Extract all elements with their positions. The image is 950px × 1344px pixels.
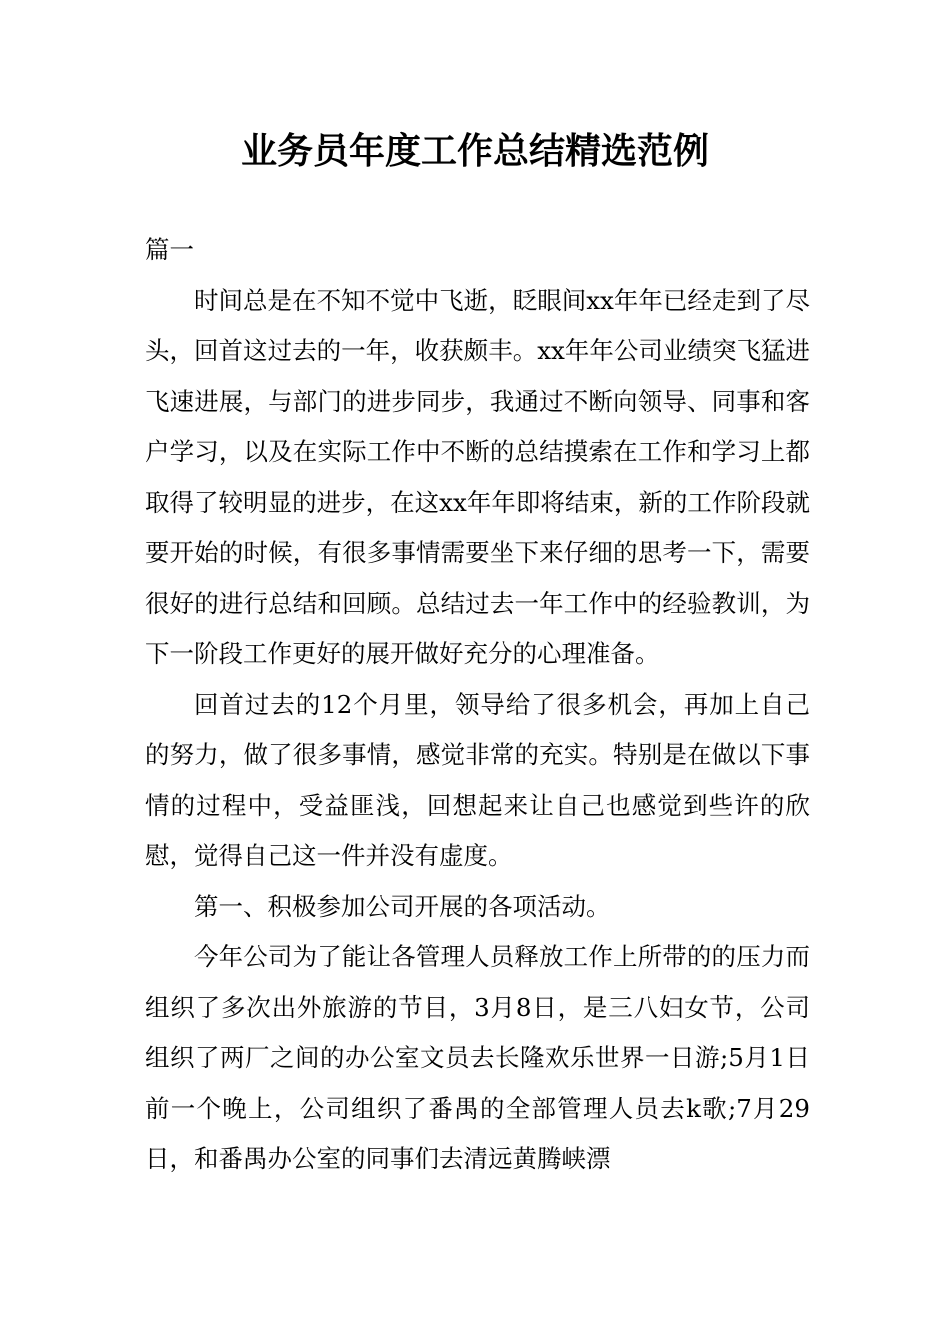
- document-body: [145, 225, 810, 1185]
- paragraph: 回首过去的12个月里，领导给了很多机会，再加上自己的努力，做了很多事情，感觉非常的充实。特别是在做以下事情的过程中，受益匪浅，回想起来让自己也感觉到些许的欣慰，觉得自己这一件并没有虚度。: [145, 689, 810, 870]
- paragraph: 今年公司为了能让各管理人员释放工作上所带的的压力而组织了多次出外旅游的节目，3月8日，是三八妇女节，公司组织了两厂之间的办公室文员去长隆欢乐世界一日游;5月1日前一个晚上，公司组织了番禺的全部管理人员去k歌;7月29日，和番禺办公室的同事们去清远黄腾峡漂: [145, 942, 810, 1173]
- paragraph: 时间总是在不知不觉中飞逝，眨眼间xx年年已经走到了尽头，回首这过去的一年，收获颇丰。xx年年公司业绩突飞猛进飞速进展，与部门的进步同步，我通过不断向领导、同事和客户学习，以及在实际工作中不断的总结摸索在工作和学习上都取得了较明显的进步，在这xx年年即将结束，新的工作阶段就要开始的时候，有很多事情需要坐下来仔细的思考一下，需要很好的进行总结和回顾。总结过去一年工作中的经验教训，为下一阶段工作更好的展开做好充分的心理准备。: [145, 285, 810, 668]
- paragraph: 第一、积极参加公司开展的各项活动。: [194, 891, 611, 921]
- document-title: 业务员年度工作总结精选范例: [240, 131, 709, 172]
- section-heading: 篇一: [145, 235, 194, 264]
